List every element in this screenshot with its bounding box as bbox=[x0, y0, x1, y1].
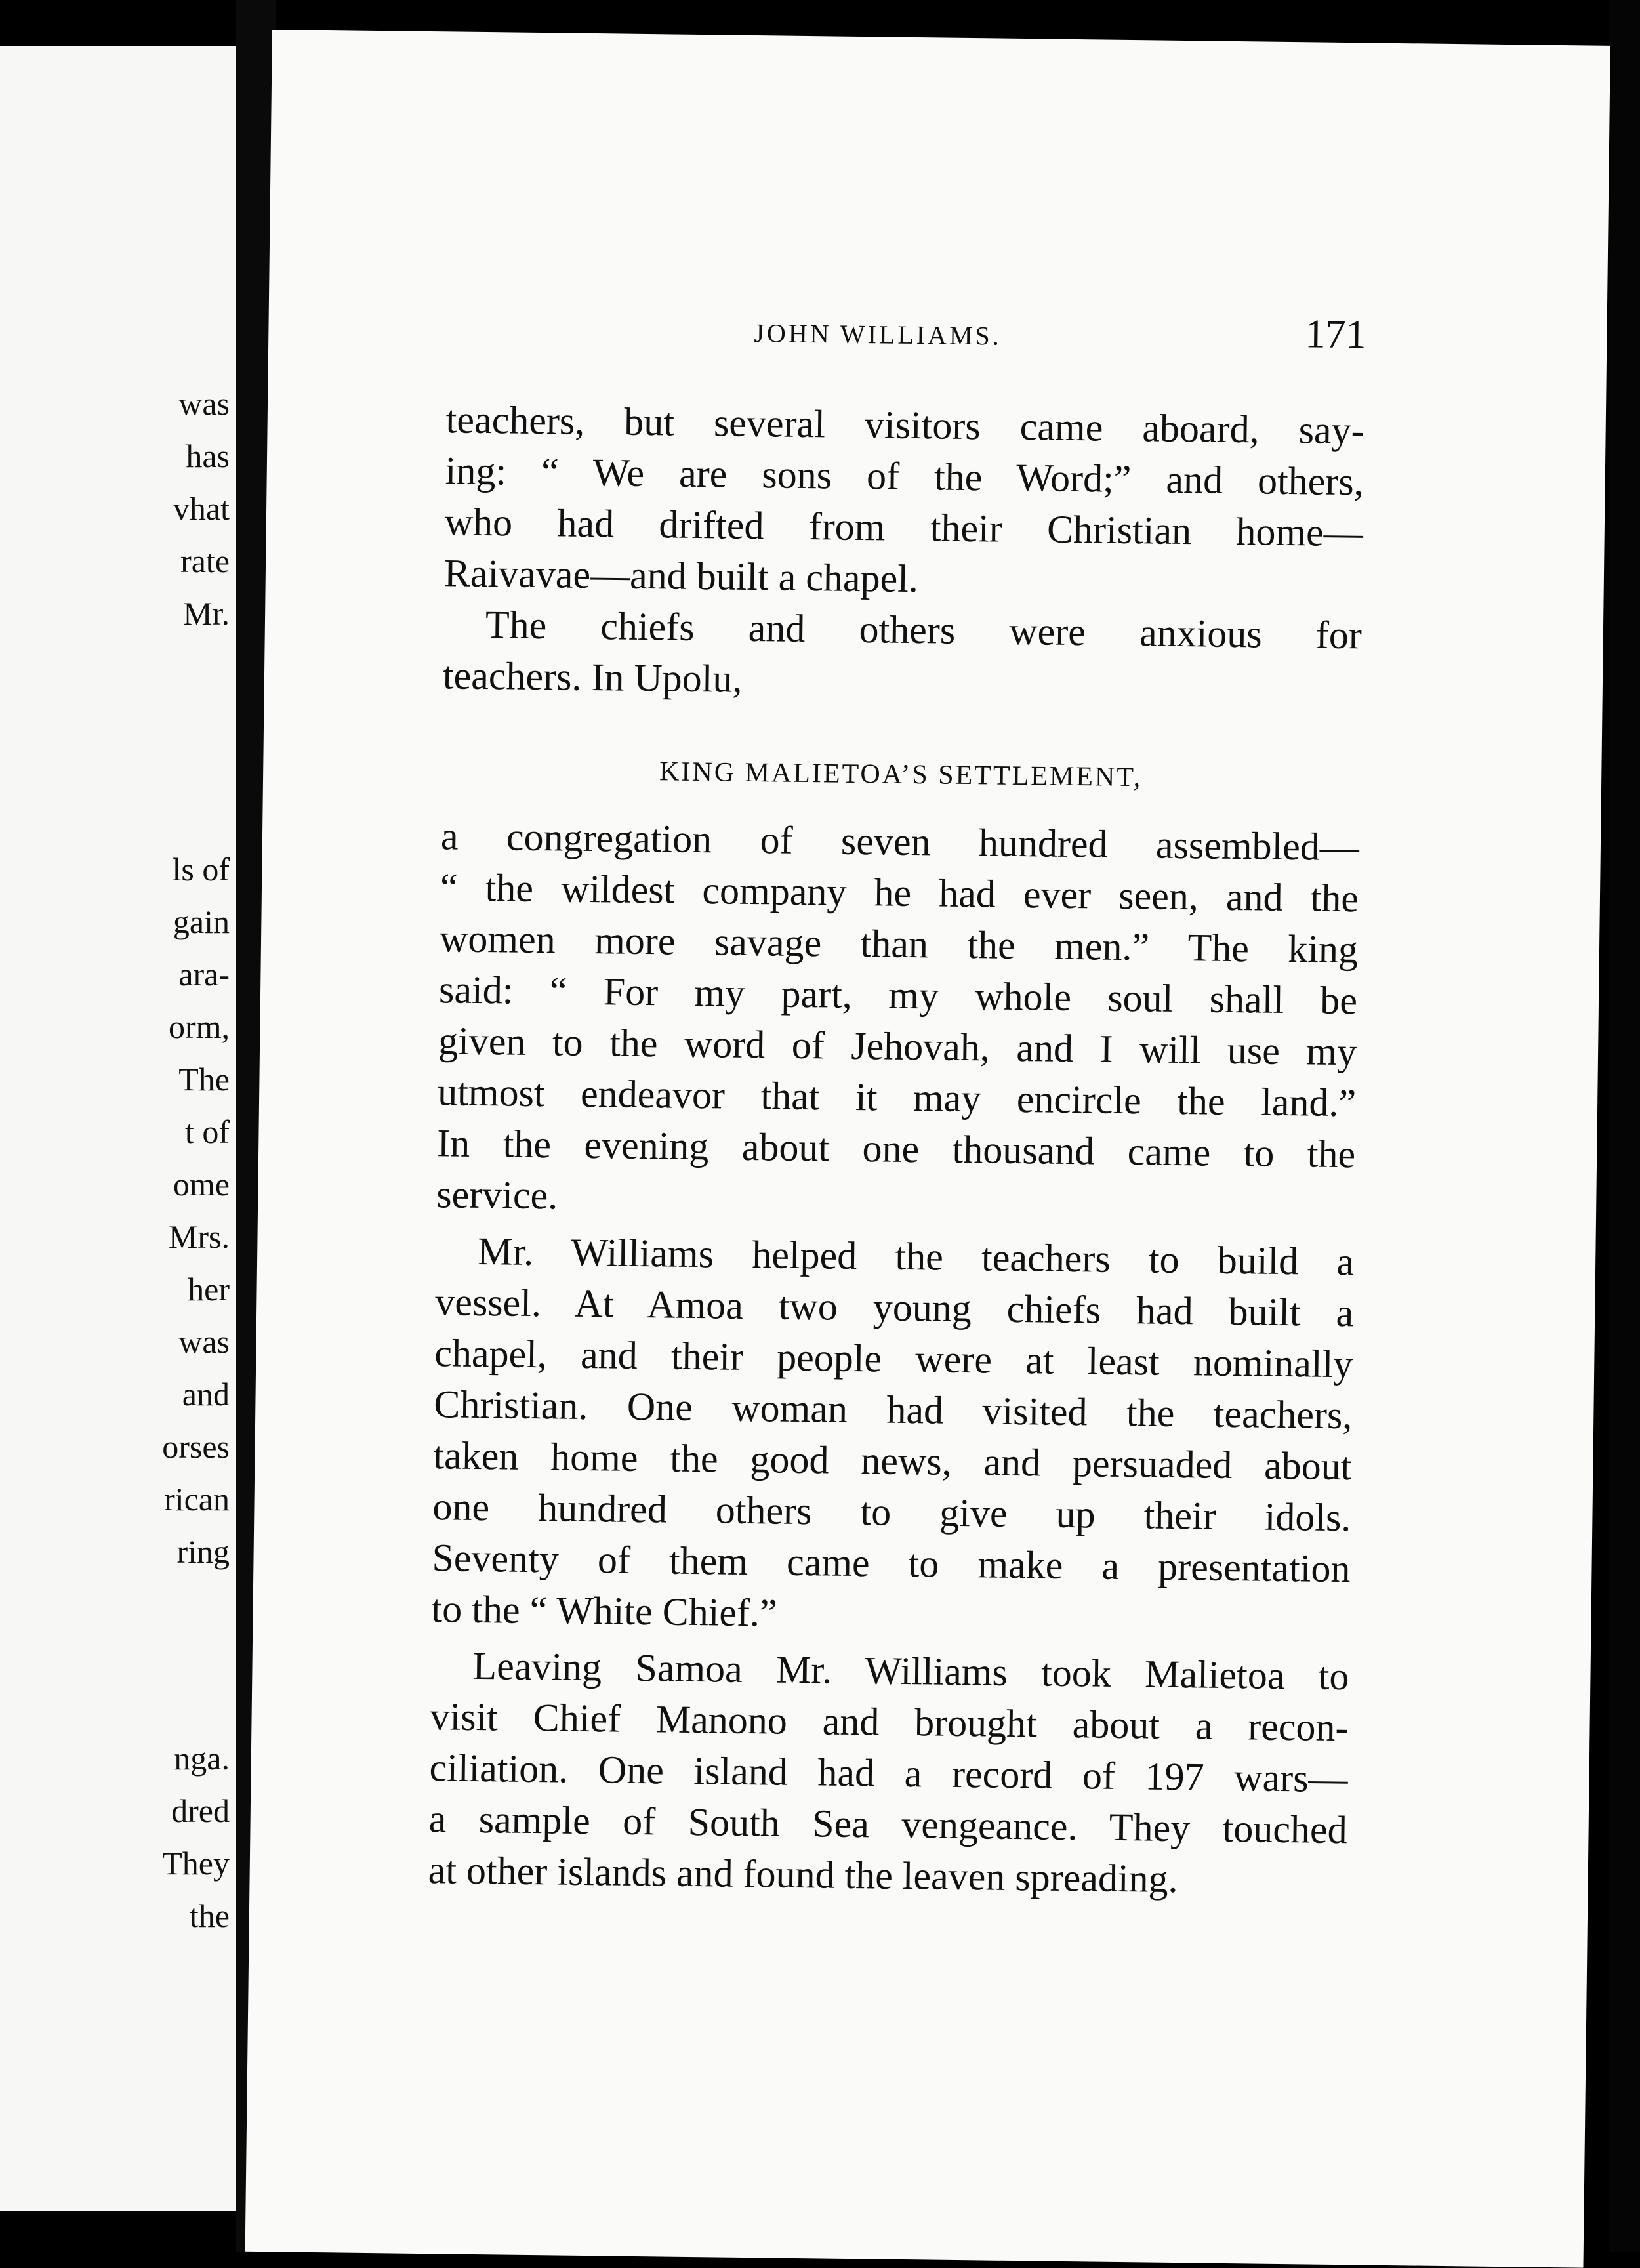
text-line: a sample of South Sea vengeance. They touched bbox=[428, 1797, 1347, 1852]
page-number: 171 bbox=[1305, 312, 1366, 358]
left-fragment: has bbox=[186, 438, 230, 474]
left-fragment: orm, bbox=[168, 1008, 230, 1045]
left-fragment: gain bbox=[173, 903, 230, 940]
left-fragment: t of bbox=[184, 1113, 230, 1150]
right-page-edge bbox=[1610, 0, 1640, 2252]
left-fragment: rican bbox=[164, 1481, 230, 1517]
left-fragment: and bbox=[182, 1376, 230, 1412]
left-fragment: dred bbox=[171, 1792, 230, 1829]
left-fragment: the bbox=[189, 1897, 230, 1934]
text-line: Seventy of them came to make a presentation bbox=[432, 1536, 1351, 1591]
text-line: at other islands and found the leaven spreading. bbox=[428, 1848, 1179, 1901]
text-line: vessel. At Amoa two young chiefs had built a bbox=[434, 1280, 1354, 1335]
text-line: ing: “ We are sons of the Word;” and others, bbox=[445, 449, 1364, 504]
text-line: given to the word of Jehovah, and I will use my bbox=[438, 1019, 1357, 1074]
text-line: said: “ For my part, my whole soul shall be bbox=[438, 968, 1358, 1023]
text-line: Leaving Samoa Mr. Williams took Malietoa to bbox=[472, 1643, 1349, 1699]
left-fragment: nga. bbox=[174, 1740, 230, 1777]
left-fragment: orses bbox=[162, 1428, 230, 1465]
text-line: a congregation of seven hundred assembled— bbox=[440, 814, 1360, 869]
text-line: “ the wildest company he had ever seen, and the bbox=[440, 865, 1359, 920]
left-fragment: Mrs. bbox=[168, 1218, 230, 1255]
text-line: chapel, and their people were at least nominally bbox=[434, 1331, 1353, 1386]
text-line: to the “ White Chief.” bbox=[431, 1587, 778, 1635]
text-line: teachers, but several visitors came aboard, say- bbox=[445, 398, 1365, 453]
right-page bbox=[245, 30, 1610, 2268]
text-line: teachers. In Upolu, bbox=[442, 653, 743, 701]
left-fragment: rate bbox=[180, 543, 230, 579]
left-fragment: her bbox=[188, 1271, 230, 1308]
text-line: women more savage than the men.” The king bbox=[439, 917, 1359, 972]
left-fragment: The bbox=[178, 1061, 230, 1098]
section-subheading: KING MALIETOA’S SETTLEMENT, bbox=[659, 756, 1143, 793]
left-fragment: vhat bbox=[173, 490, 230, 527]
text-line: utmost endeavor that it may encircle the land.” bbox=[437, 1070, 1357, 1125]
text-line: ciliation. One island had a record of 197 wars— bbox=[429, 1746, 1348, 1801]
left-fragment: They bbox=[162, 1845, 230, 1882]
text-line: Mr. Williams helped the teachers to build a bbox=[477, 1229, 1355, 1284]
left-fragment: ring bbox=[176, 1533, 230, 1570]
text-line: one hundred others to give up their idols. bbox=[432, 1485, 1351, 1540]
text-line: visit Chief Manono and brought about a recon- bbox=[430, 1695, 1349, 1750]
left-fragment: ls of bbox=[172, 851, 230, 888]
left-page bbox=[0, 46, 236, 2211]
left-fragment: was bbox=[178, 1323, 230, 1360]
left-fragment: was bbox=[178, 385, 230, 422]
text-line: taken home the good news, and persuaded about bbox=[433, 1433, 1352, 1489]
left-fragment: ome bbox=[173, 1166, 230, 1203]
running-head: JOHN WILLIAMS. bbox=[754, 318, 1002, 351]
text-line: In the evening about one thousand came to the bbox=[436, 1121, 1356, 1176]
left-fragment: ara- bbox=[178, 956, 230, 993]
text-line: who had drifted from their Christian home— bbox=[444, 500, 1364, 555]
left-fragment: Mr. bbox=[183, 595, 230, 632]
text-line: The chiefs and others were anxious for bbox=[485, 603, 1363, 657]
text-line: Raivavae—and built a chapel. bbox=[443, 551, 919, 601]
text-line: Christian. One woman had visited the teachers, bbox=[434, 1382, 1353, 1437]
text-line: service. bbox=[436, 1172, 558, 1218]
